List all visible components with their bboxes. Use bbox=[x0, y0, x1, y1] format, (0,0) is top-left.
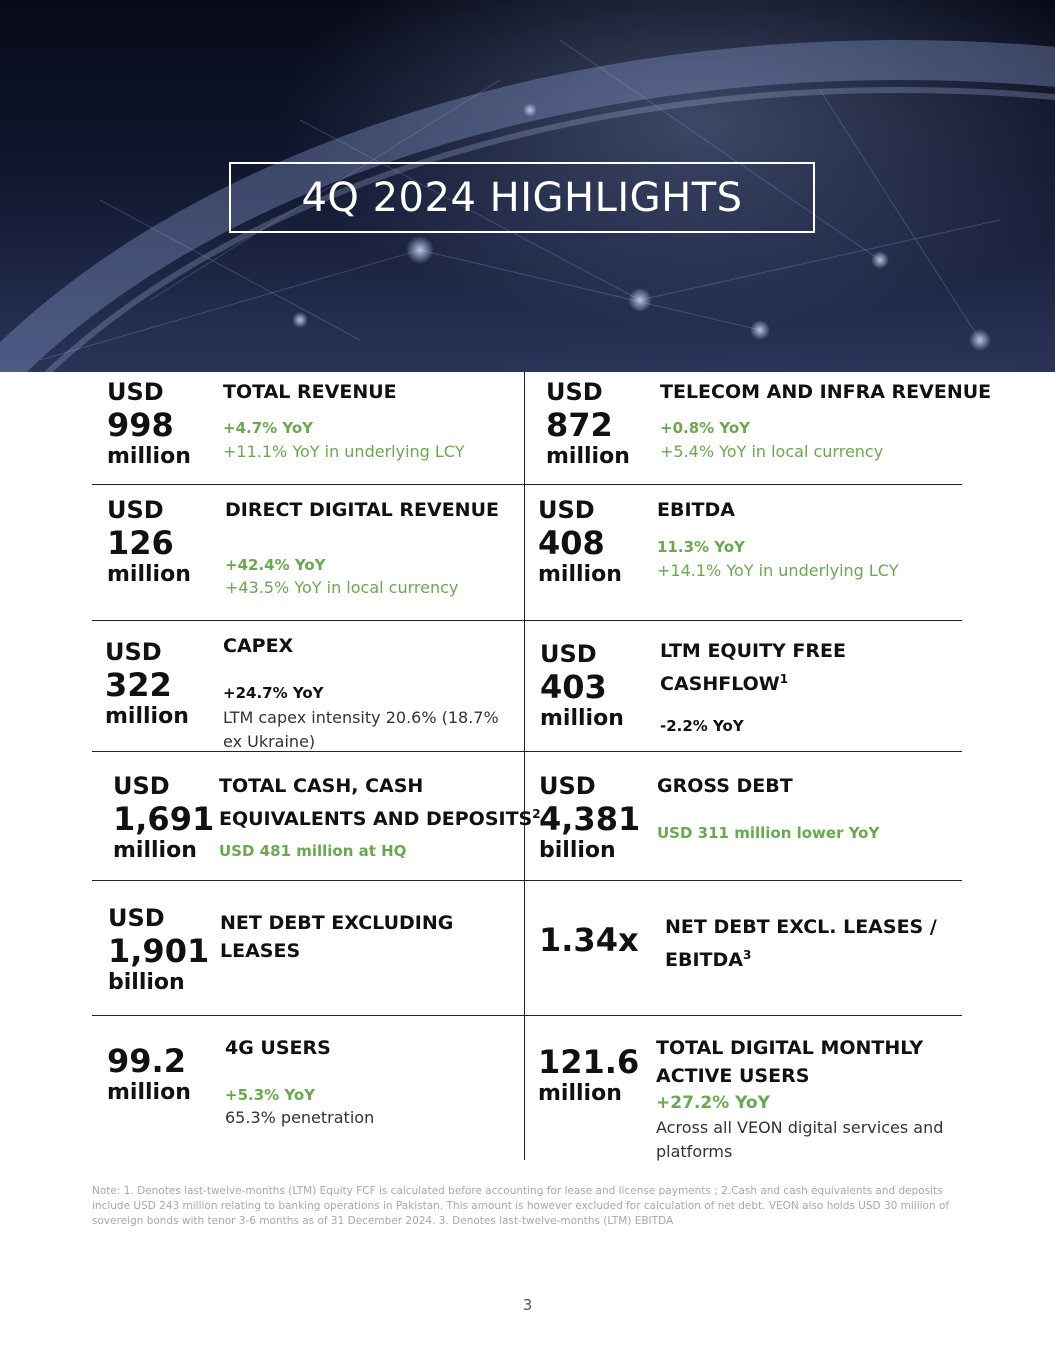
metric-label: CAPEX bbox=[223, 635, 294, 657]
page-number: 3 bbox=[522, 1296, 533, 1314]
metric-change: USD 311 million lower YoY bbox=[657, 824, 880, 842]
metric-detail: Across all VEON digital services and platforms bbox=[656, 1118, 944, 1161]
metric-value: USD 322 million bbox=[105, 638, 189, 729]
metric-detail: +5.4% YoY in local currency bbox=[660, 442, 884, 461]
metric-value: USD 1,901 billion bbox=[108, 904, 210, 995]
column-divider bbox=[524, 372, 525, 1160]
metric-value: 99.2 million bbox=[107, 1042, 191, 1105]
metric-value: USD 4,381 billion bbox=[539, 772, 641, 863]
row-divider bbox=[92, 1015, 962, 1016]
hero-banner bbox=[0, 0, 1055, 372]
metric-change: +0.8% YoY bbox=[660, 419, 751, 437]
metric-label: TOTAL DIGITAL MONTHLY ACTIVE USERS bbox=[656, 1037, 924, 1087]
metric-label: TELECOM AND INFRA REVENUE bbox=[660, 381, 992, 403]
metric-change: 11.3% YoY bbox=[657, 538, 745, 556]
page-title: 4Q 2024 HIGHLIGHTS bbox=[301, 174, 743, 221]
metric-value: 1.34x bbox=[539, 921, 639, 959]
metric-label: NET DEBT EXCL. LEASES / EBITDA$^3$ bbox=[665, 916, 937, 971]
metric-detail: +14.1% YoY in underlying LCY bbox=[657, 561, 899, 580]
metric-change: -2.2% YoY bbox=[660, 717, 744, 735]
footnote-marker: 2 bbox=[532, 807, 541, 821]
metric-detail: 65.3% penetration bbox=[225, 1108, 375, 1127]
metric-change: +42.4% YoY bbox=[225, 556, 326, 574]
footnote: Note: 1. Denotes last-twelve-months (LTM) Equity FCF is calculated before accounting for lease and license payments ; 2.Cash and cash equivalents and deposits include USD 243 million relating to banking operations in Pakistan. This amount is however excluded for calculation of net debt. VEON also holds USD 30 million of sovereign bonds with tenor 3-6 months as of 31 December 2024. 3. Denotes last-twelve-months (LTM) EBITDA bbox=[92, 1185, 950, 1227]
metric-change: +5.3% YoY bbox=[225, 1086, 316, 1104]
footnote-marker: 1 bbox=[779, 672, 789, 686]
row-divider bbox=[92, 620, 962, 621]
metric-change: USD 481 million at HQ bbox=[219, 842, 407, 860]
metric-label: GROSS DEBT bbox=[657, 775, 793, 797]
metric-value: USD 1,691 million bbox=[113, 772, 215, 863]
metric-change: +27.2% YoY bbox=[656, 1093, 770, 1113]
metric-label: EBITDA bbox=[657, 499, 735, 521]
metric-value: USD 872 million bbox=[546, 378, 630, 469]
metric-detail: +43.5% YoY in local currency bbox=[225, 578, 459, 597]
metric-value: USD 403 million bbox=[540, 640, 624, 731]
footnote-marker: 3 bbox=[742, 948, 752, 962]
metric-value: 121.6 million bbox=[538, 1043, 640, 1106]
metric-value: USD 998 million bbox=[107, 378, 191, 469]
metric-change: +24.7% YoY bbox=[223, 684, 324, 702]
metric-value: USD 126 million bbox=[107, 496, 191, 587]
metric-detail: +11.1% YoY in underlying LCY bbox=[223, 442, 465, 461]
metric-change: +4.7% YoY bbox=[223, 419, 314, 437]
metric-label: LTM EQUITY FREE CASHFLOW$^1$ bbox=[660, 640, 846, 695]
row-divider bbox=[92, 484, 962, 485]
metric-label: DIRECT DIGITAL REVENUE bbox=[225, 499, 499, 521]
title-frame bbox=[229, 162, 815, 233]
metric-value: USD 408 million bbox=[538, 496, 622, 587]
metric-detail: LTM capex intensity 20.6% (18.7% ex Ukraine) bbox=[223, 708, 499, 751]
row-divider bbox=[92, 880, 962, 881]
metric-label: TOTAL CASH, CASH EQUIVALENTS AND DEPOSITS$^2$ bbox=[219, 775, 541, 830]
metric-label: 4G USERS bbox=[225, 1037, 331, 1059]
metric-label: TOTAL REVENUE bbox=[223, 381, 397, 403]
metric-label: NET DEBT EXCLUDING LEASES bbox=[220, 912, 454, 962]
